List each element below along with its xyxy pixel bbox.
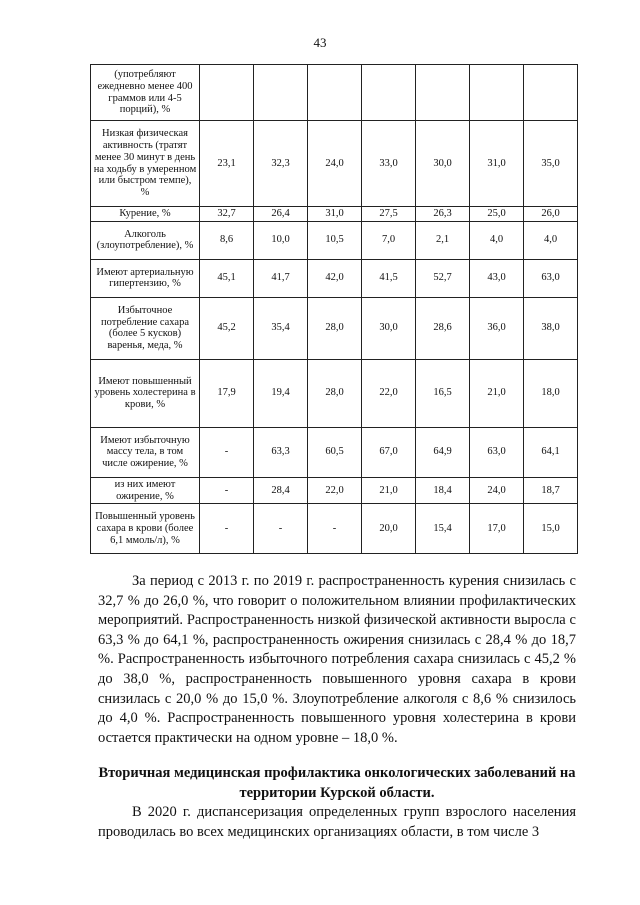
- table-cell: 18,4: [416, 477, 470, 504]
- row-label: Избыточное потребление сахара (более 5 кусков) варенья, меда, %: [91, 297, 200, 359]
- table-cell: 45,2: [200, 297, 254, 359]
- table-cell: 64,9: [416, 427, 470, 477]
- table-cell: 17,9: [200, 359, 254, 427]
- row-label: из них имеют ожирение, %: [91, 477, 200, 504]
- table-cell: 18,0: [524, 359, 578, 427]
- table-cell: 28,0: [308, 359, 362, 427]
- table-cell: 33,0: [362, 121, 416, 207]
- table-cell: 22,0: [362, 359, 416, 427]
- table-row: [91, 427, 578, 477]
- table-cell: 43,0: [470, 259, 524, 297]
- table-cell: 2,1: [416, 221, 470, 259]
- table-cell: 25,0: [470, 207, 524, 222]
- row-label: Курение, %: [91, 207, 200, 222]
- table-cell: 26,3: [416, 207, 470, 222]
- table-row: [91, 259, 578, 297]
- page-number: 43: [313, 35, 327, 50]
- table-cell: [200, 65, 254, 121]
- table-cell: -: [200, 427, 254, 477]
- table-cell: 27,5: [362, 207, 416, 222]
- table-row: [91, 121, 578, 207]
- table-cell: [308, 65, 362, 121]
- table-cell: 31,0: [308, 207, 362, 222]
- table-cell: 10,0: [254, 221, 308, 259]
- table-cell: 45,1: [200, 259, 254, 297]
- table-row: [91, 207, 578, 222]
- table-cell: -: [200, 504, 254, 554]
- table-cell: 35,4: [254, 297, 308, 359]
- table-cell: [470, 65, 524, 121]
- table-cell: 8,6: [200, 221, 254, 259]
- table-cell: 19,4: [254, 359, 308, 427]
- table-cell: 26,4: [254, 207, 308, 222]
- table-row: [91, 359, 578, 427]
- table-cell: 32,7: [200, 207, 254, 222]
- table-row: [91, 297, 578, 359]
- table-cell: 41,5: [362, 259, 416, 297]
- table-row: [91, 65, 578, 121]
- row-label: (употребляют ежедневно менее 400 граммов или 4-5 порций), %: [91, 65, 200, 121]
- table-cell: 28,6: [416, 297, 470, 359]
- table-cell: 4,0: [470, 221, 524, 259]
- table-cell: 7,0: [362, 221, 416, 259]
- intro-paragraph: В 2020 г. диспансеризация определенных групп взрослого населения проводилась во всех медицинских организациях области, в том числе 3: [98, 804, 576, 840]
- table-cell: 10,5: [308, 221, 362, 259]
- table-row: [91, 221, 578, 259]
- table-cell: [416, 65, 470, 121]
- row-label: Имеют избыточную массу тела, в том числе ожирение, %: [91, 427, 200, 477]
- table-cell: 36,0: [470, 297, 524, 359]
- statistics-table: [90, 64, 578, 554]
- table-cell: 41,7: [254, 259, 308, 297]
- table-row: [91, 504, 578, 554]
- table-cell: 22,0: [308, 477, 362, 504]
- row-label: Повышенный уровень сахара в крови (более 6,1 ммоль/л), %: [91, 504, 200, 554]
- summary-paragraph: За период с 2013 г. по 2019 г. распространенность курения снизилась с 32,7 % до 26,0 %, что говорит о положительном влиянии профилактических мероприятий. Распространенность низкой физической активности выросла с 63,3 % до 64,1 %, распространенность ожирения снизилась с 28,4 % до 18,7 %. Распространенность избыточного потребления сахара снизилась с 45,2 % до 38,0 %, распространенность повышенного уровня сахара в крови снизилась с 20,0 % до 15,0 %. Злоупотребление алкоголя с 8,6 % снизилось до 4,0 %. Распространенность повышенного уровня холестерина в крови остается практически на одном уровне – 18,0 %.: [98, 573, 576, 746]
- table-cell: [362, 65, 416, 121]
- table-cell: [254, 65, 308, 121]
- row-label: Имеют повышенный уровень холестерина в крови, %: [91, 359, 200, 427]
- table-cell: 4,0: [524, 221, 578, 259]
- table-cell: 15,0: [524, 504, 578, 554]
- table-cell: -: [308, 504, 362, 554]
- table-cell: 30,0: [362, 297, 416, 359]
- table-cell: 32,3: [254, 121, 308, 207]
- table-cell: 21,0: [470, 359, 524, 427]
- table-cell: 63,0: [470, 427, 524, 477]
- table-cell: 38,0: [524, 297, 578, 359]
- row-label: Имеют артериальную гипертензию, %: [91, 259, 200, 297]
- table-cell: 67,0: [362, 427, 416, 477]
- table-cell: 15,4: [416, 504, 470, 554]
- table-cell: 35,0: [524, 121, 578, 207]
- table-cell: 18,7: [524, 477, 578, 504]
- table-cell: 24,0: [470, 477, 524, 504]
- table-cell: 24,0: [308, 121, 362, 207]
- table-row: [91, 477, 578, 504]
- table-cell: 28,0: [308, 297, 362, 359]
- table-cell: 31,0: [470, 121, 524, 207]
- table-cell: -: [254, 504, 308, 554]
- table-cell: 16,5: [416, 359, 470, 427]
- table-cell: 60,5: [308, 427, 362, 477]
- table-cell: 23,1: [200, 121, 254, 207]
- row-label: Низкая физическая активность (тратят менее 30 минут в день на ходьбу в умеренном или быстром темпе), %: [91, 121, 200, 207]
- table-cell: 26,0: [524, 207, 578, 222]
- row-label: Алкоголь (злоупотребление), %: [91, 221, 200, 259]
- section-heading: Вторичная медицинская профилактика онкологических заболеваний на территории Курской области.: [98, 765, 576, 801]
- table-cell: [524, 65, 578, 121]
- table-cell: 42,0: [308, 259, 362, 297]
- table-cell: 21,0: [362, 477, 416, 504]
- table-cell: 30,0: [416, 121, 470, 207]
- table-cell: 63,0: [524, 259, 578, 297]
- table-cell: 28,4: [254, 477, 308, 504]
- table-cell: 64,1: [524, 427, 578, 477]
- table-cell: 20,0: [362, 504, 416, 554]
- table-cell: 52,7: [416, 259, 470, 297]
- table-cell: 63,3: [254, 427, 308, 477]
- table-cell: -: [200, 477, 254, 504]
- table-cell: 17,0: [470, 504, 524, 554]
